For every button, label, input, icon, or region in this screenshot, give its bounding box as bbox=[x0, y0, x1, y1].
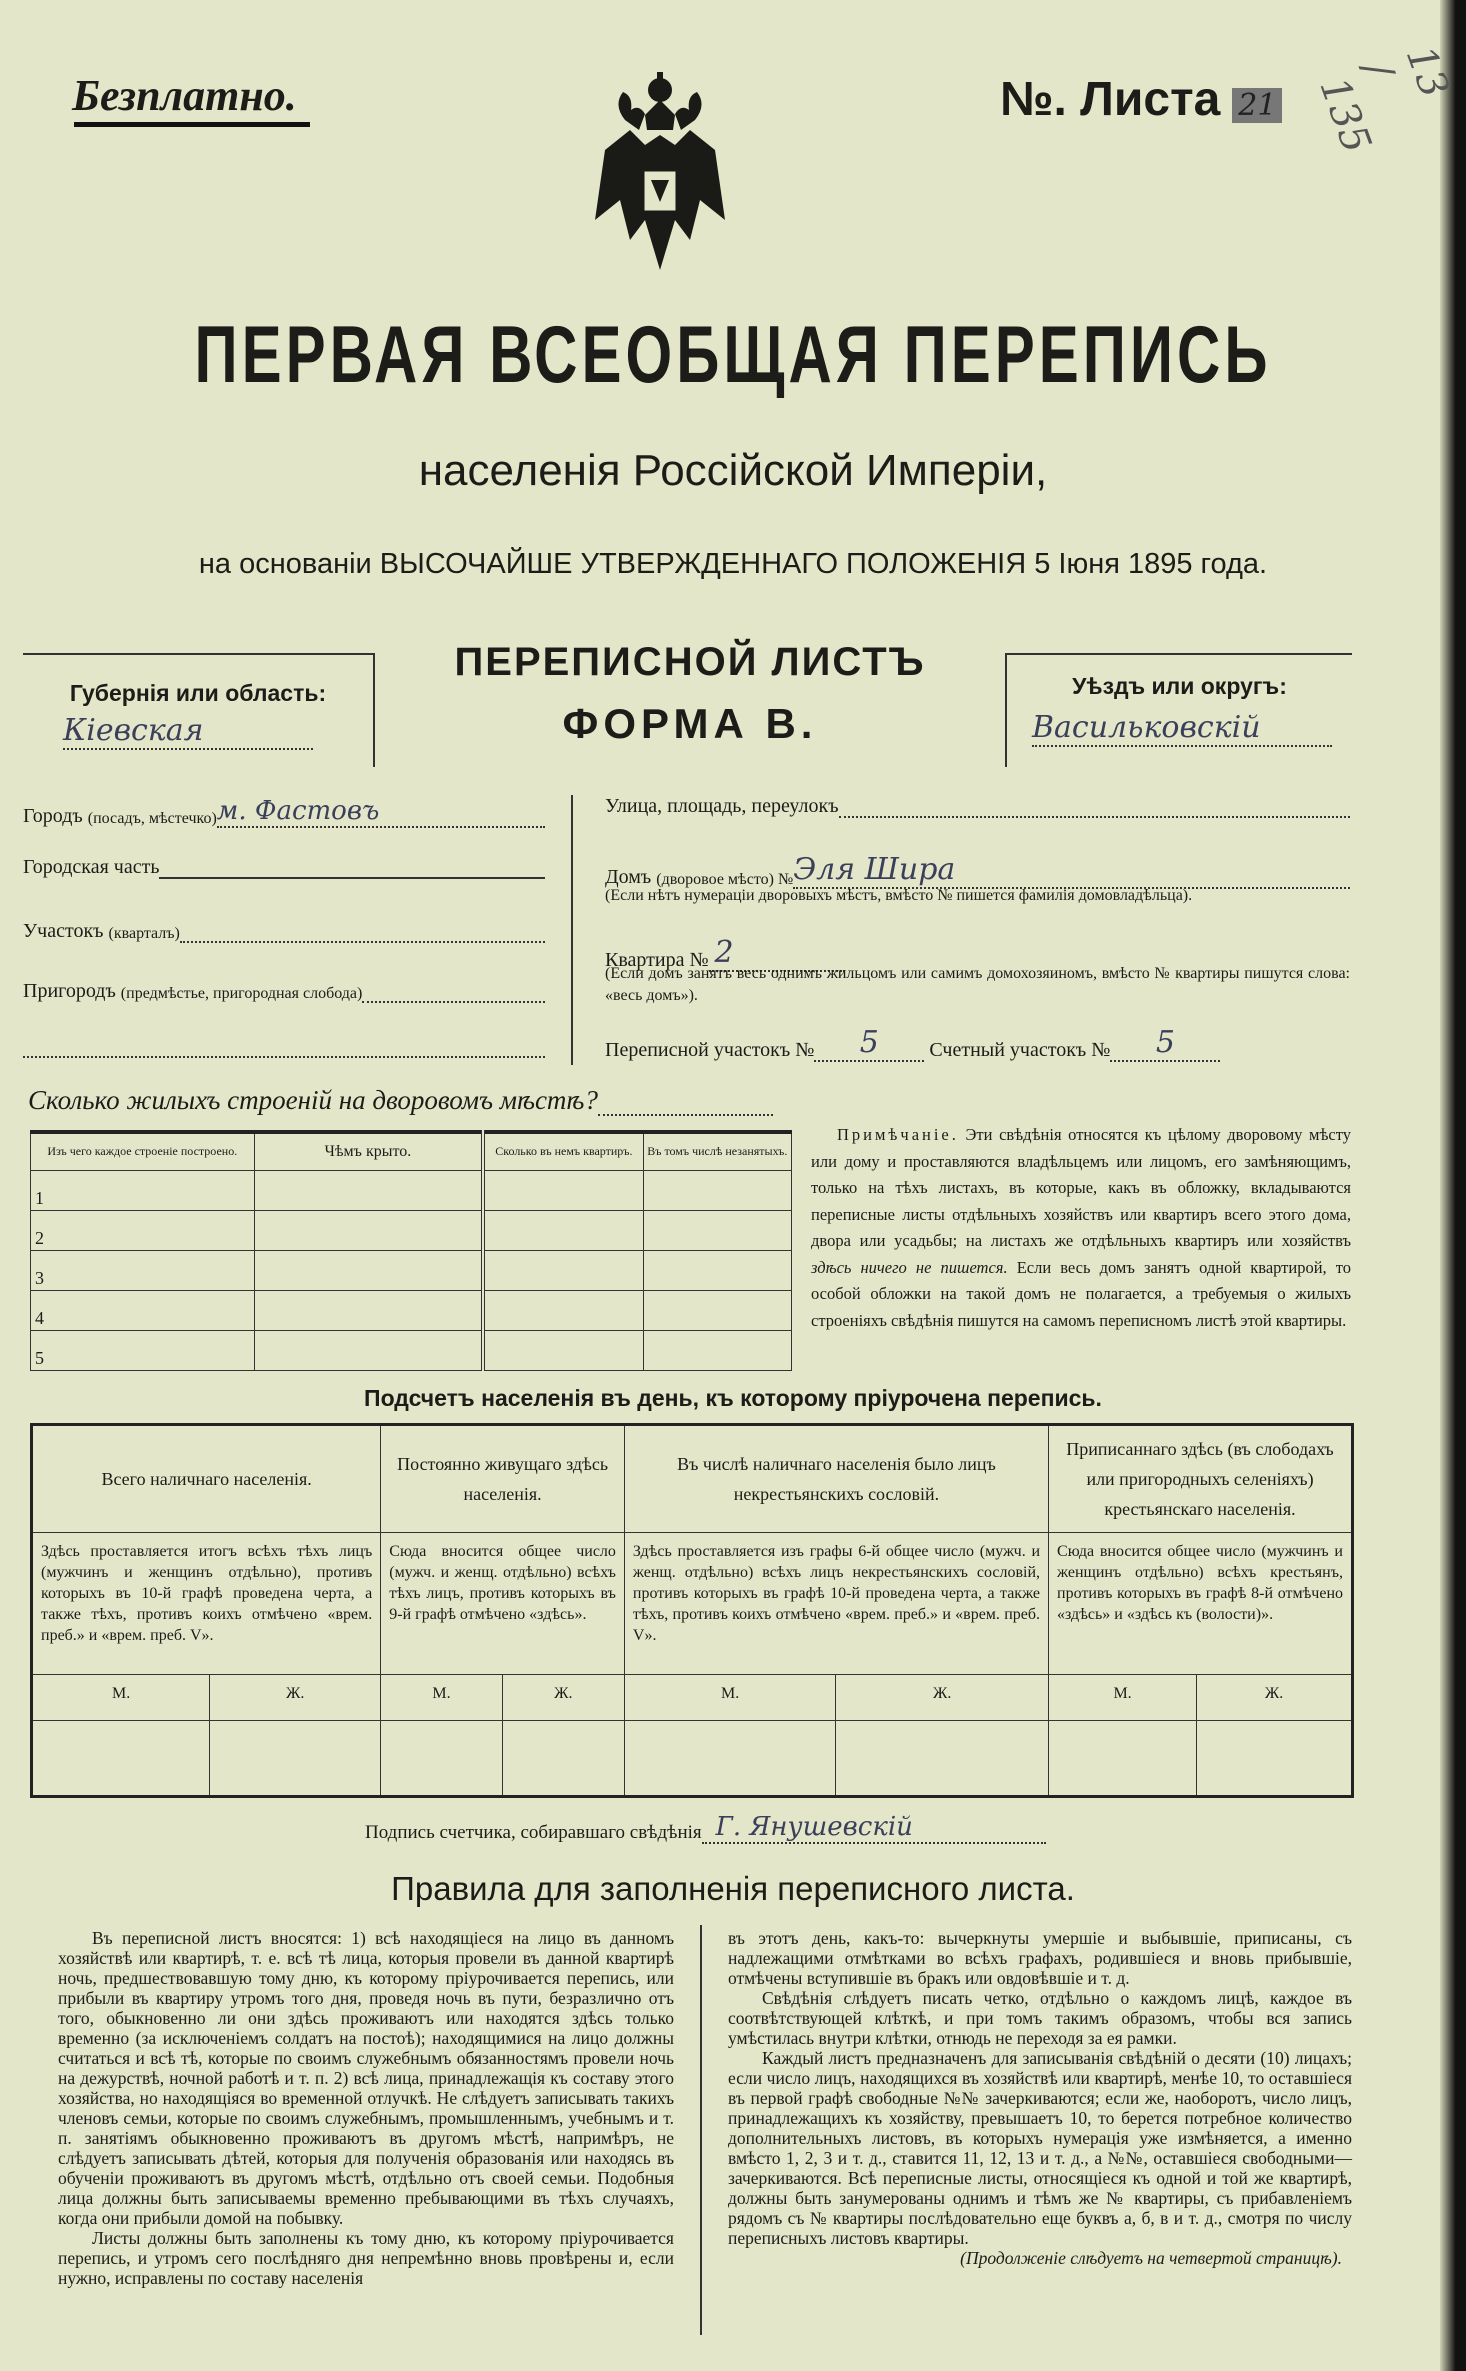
sheet-number-label: №. Листа bbox=[1000, 73, 1221, 126]
buildings-question: Сколько жилыхъ строеній на дворовомъ мѣстѣ? bbox=[28, 1085, 598, 1115]
district-label: Участокъ bbox=[23, 920, 104, 942]
rules-right-column bbox=[728, 1928, 1352, 2268]
female-count-cell[interactable] bbox=[210, 1721, 381, 1797]
female-count-cell[interactable] bbox=[502, 1721, 624, 1797]
apartments-cell[interactable] bbox=[483, 1290, 643, 1330]
buildings-table bbox=[30, 1130, 792, 1371]
female-count-cell[interactable] bbox=[836, 1721, 1049, 1797]
house-field bbox=[605, 852, 1350, 889]
census-area-field bbox=[605, 1025, 1220, 1062]
note-title: Примѣчаніе. bbox=[837, 1125, 959, 1144]
population-col-description: Здѣсь проставляется итогъ всѣхъ тѣхъ лицъ (мужчинъ и женщинъ отдѣльно), противъ которыхъ въ 10-й графѣ проведена черта, а также тѣхъ, противъ коихъ отмѣчено «врем. преб.» и «врем. преб. V». bbox=[32, 1533, 381, 1675]
city-label: Городъ bbox=[23, 805, 83, 827]
apartments-cell[interactable] bbox=[483, 1210, 643, 1250]
female-count-cell[interactable] bbox=[1197, 1721, 1353, 1797]
buildings-row bbox=[31, 1290, 792, 1330]
population-col-heading: Въ числѣ наличнаго населенія было лицъ некрестьянскихъ сословій. bbox=[624, 1425, 1048, 1533]
note-italic: здѣсь ничего не пишется. bbox=[811, 1257, 1008, 1277]
signature-value: Г. Янушевскій bbox=[702, 1812, 1046, 1844]
sheet-title: ПЕРЕПИСНОЙ ЛИСТЪ bbox=[454, 640, 926, 684]
census-area-value: 5 bbox=[814, 1025, 924, 1062]
free-label: Безплатно. bbox=[72, 71, 297, 120]
vacant-cell[interactable] bbox=[643, 1210, 791, 1250]
apartment-value: 2 bbox=[709, 935, 845, 972]
gubernia-value: Кіевская bbox=[63, 713, 313, 750]
suburb-extra-line[interactable] bbox=[23, 1056, 545, 1058]
male-count-cell[interactable] bbox=[381, 1721, 503, 1797]
count-area-label: Счетный участокъ № bbox=[929, 1039, 1111, 1061]
male-count-cell[interactable] bbox=[624, 1721, 836, 1797]
city-value: м. Фастовъ bbox=[217, 796, 545, 828]
city-part-field bbox=[23, 856, 545, 879]
margin-note: 13 / 135 bbox=[1310, 40, 1458, 159]
census-area-label: Переписной участокъ № bbox=[605, 1039, 815, 1061]
suburb-field bbox=[23, 980, 545, 1003]
buildings-note bbox=[811, 1122, 1351, 1334]
vacant-cell[interactable] bbox=[643, 1330, 791, 1370]
gubernia-label: Губернія или область: bbox=[69, 680, 327, 706]
col-apartments: Сколько въ немъ квартиръ. bbox=[483, 1132, 643, 1170]
street-line[interactable] bbox=[839, 796, 1350, 818]
row-number: 2 bbox=[31, 1210, 255, 1250]
population-col-heading: Всего наличнаго населенія. bbox=[32, 1425, 381, 1533]
sheet-number bbox=[1000, 72, 1282, 127]
district-field bbox=[23, 920, 545, 943]
gubernia-box bbox=[23, 653, 375, 767]
population-table bbox=[30, 1423, 1354, 1798]
col-vacant: Въ томъ числѣ незанятыхъ. bbox=[643, 1132, 791, 1170]
suburb-line[interactable] bbox=[362, 981, 545, 1003]
buildings-row bbox=[31, 1170, 792, 1210]
page-title: ПЕРВАЯ ВСЕОБЩАЯ ПЕРЕПИСЬ bbox=[194, 309, 1272, 400]
female-header: Ж. bbox=[1197, 1675, 1353, 1721]
house-label: Домъ bbox=[605, 866, 652, 888]
rules-divider bbox=[700, 1925, 702, 2335]
street-label: Улица, площадь, переулокъ bbox=[605, 795, 839, 817]
buildings-row bbox=[31, 1250, 792, 1290]
sheet-number-value: 21 bbox=[1232, 88, 1282, 123]
house-note: (Если нѣтъ нумераціи дворовыхъ мѣстъ, вмѣсто № пишется фамилія домовладѣльца). bbox=[605, 887, 1193, 904]
double-headed-eagle-icon bbox=[585, 70, 735, 290]
male-header: М. bbox=[1049, 1675, 1197, 1721]
count-area-value: 5 bbox=[1110, 1025, 1220, 1062]
female-header: Ж. bbox=[502, 1675, 624, 1721]
buildings-answer-line[interactable] bbox=[598, 1094, 773, 1116]
suburb-hint: (предмѣстье, пригородная слобода) bbox=[120, 985, 363, 1002]
house-hint: (дворовое мѣсто) № bbox=[656, 871, 794, 888]
population-col-description: Сюда вносится общее число (мужчинъ и женщинъ отдѣльно) всѣхъ крестьянъ, противъ которыхъ въ графѣ 8-й отмѣчено «здѣсь» и «здѣсь къ (волости)». bbox=[1049, 1533, 1353, 1675]
uezd-box bbox=[1005, 653, 1352, 767]
apartment-label: Квартира № bbox=[605, 949, 709, 971]
signature-label: Подпись счетчика, собиравшаго свѣдѣнія bbox=[365, 1822, 702, 1843]
male-header: М. bbox=[381, 1675, 503, 1721]
roof-cell[interactable] bbox=[254, 1250, 483, 1290]
city-field bbox=[23, 796, 545, 828]
roof-cell[interactable] bbox=[254, 1170, 483, 1210]
house-value: Эля Шира bbox=[793, 852, 1350, 889]
signature-field bbox=[365, 1812, 1046, 1844]
vacant-cell[interactable] bbox=[643, 1170, 791, 1210]
col-roof: Чѣмъ крыто. bbox=[254, 1132, 483, 1170]
city-hint: (посадъ, мѣстечко) bbox=[87, 810, 217, 827]
buildings-row bbox=[31, 1210, 792, 1250]
street-field bbox=[605, 795, 1350, 818]
apartments-cell[interactable] bbox=[483, 1170, 643, 1210]
district-line[interactable] bbox=[180, 921, 545, 943]
male-header: М. bbox=[32, 1675, 210, 1721]
note-text2: Если весь домъ занятъ одной квартирой, то особой обложки на такой домъ не полагается, а требуемыя о жилыхъ строеніяхъ свѣдѣнія пишутся на самомъ переписномъ листѣ этой квартиры. bbox=[811, 1257, 1352, 1330]
col-material: Изъ чего каждое строеніе построено. bbox=[31, 1132, 255, 1170]
vacant-cell[interactable] bbox=[643, 1290, 791, 1330]
uezd-label: Уѣздъ или округъ: bbox=[1072, 673, 1287, 699]
female-header: Ж. bbox=[210, 1675, 381, 1721]
form-name: ФОРМА В. bbox=[562, 700, 818, 747]
female-header: Ж. bbox=[836, 1675, 1049, 1721]
buildings-row bbox=[31, 1330, 792, 1370]
rules-continued: (Продолженіе слѣдуетъ на четвертой страницѣ). bbox=[960, 2248, 1342, 2268]
row-number: 5 bbox=[31, 1330, 255, 1370]
row-number: 1 bbox=[31, 1170, 255, 1210]
population-col-heading: Приписаннаго здѣсь (въ слободахъ или пригородныхъ селеніяхъ) крестьянскаго населенія. bbox=[1049, 1425, 1353, 1533]
city-part-line[interactable] bbox=[159, 857, 545, 879]
population-title: Подсчетъ населенія въ день, къ которому пріурочена перепись. bbox=[364, 1385, 1102, 1411]
row-number: 3 bbox=[31, 1250, 255, 1290]
vacant-cell[interactable] bbox=[643, 1250, 791, 1290]
population-col-heading: Постоянно живущаго здѣсь населенія. bbox=[381, 1425, 625, 1533]
rules-paragraph: Листы должны быть заполнены къ тому дню, къ которому пріурочивается перепись, и утромъ сего послѣдняго дня непремѣнно вновь провѣрены и, если нужно, исправлены по составу населенія bbox=[58, 2228, 674, 2288]
apartments-cell[interactable] bbox=[483, 1330, 643, 1370]
male-header: М. bbox=[624, 1675, 836, 1721]
district-hint: (кварталъ) bbox=[108, 925, 180, 942]
title-basis: на основаніи ВЫСОЧАЙШЕ УТВЕРЖДЕННАГО ПОЛОЖЕНІЯ 5 Іюня 1895 года. bbox=[198, 548, 1268, 580]
suburb-label: Пригородъ bbox=[23, 980, 116, 1002]
free-underline bbox=[74, 122, 310, 127]
male-count-cell[interactable] bbox=[1049, 1721, 1197, 1797]
rules-left-column bbox=[58, 1928, 674, 2288]
rules-paragraph: Свѣдѣнія слѣдуетъ писать четко, отдѣльно о каждомъ лицѣ, каждое въ соотвѣтствующей клѣткѣ, и при томъ такимъ образомъ, чтобы вся запись умѣстилась внутри клѣтки, отнюдь не переходя за ея рамки. bbox=[728, 1988, 1352, 2048]
rules-paragraph: Въ переписной листъ вносятся: 1) всѣ находящіеся на лицо въ данномъ хозяйствѣ или квартирѣ, т. е. всѣ тѣ лица, которыя провели въ данной квартирѣ ночь, предшествовавшую тому дню, къ которому пріурочивается перепись, или прибыли въ квартиру утромъ того дня, проведя ночь въ пути, безразлично отъ того, обыкновенно ли они здѣсь проживаютъ или находятся здѣсь только временно (за исключеніемъ солдатъ на постоѣ); находящимися на лицо должны считаться и всѣ тѣ, которые по своимъ служебнымъ обязанностямъ провели ночь на дежурствѣ, ночной работѣ и т. п. 2) всѣ лица, принадлежащія къ составу этого хозяйства, но находящіяся во временной отлучкѣ. Не слѣдуетъ записывать такихъ членовъ семьи, которые по своимъ служебнымъ, промышленнымъ, учебнымъ и т. п. занятіямъ обыкновенно проживаютъ въ другомъ мѣстѣ, напримѣръ, не слѣдуетъ записывать дѣтей, которыя для полученія образованія или находясь въ обученіи проживаютъ въ другомъ мѣстѣ, отдѣльно отъ своей семьи. Подобныя лица должны быть записываемы временно пребывающими въ тѣхъ случаяхъ, когда они прибыли домой на побывку. bbox=[58, 1928, 674, 2228]
roof-cell[interactable] bbox=[254, 1210, 483, 1250]
buildings-question-field bbox=[28, 1085, 773, 1116]
apartment-note: (Если домъ занятъ весь однимъ жильцомъ или самимъ домохозяиномъ, вмѣсто № квартиры пишутся слова: «весь домъ»). bbox=[605, 965, 1350, 1004]
row-number: 4 bbox=[31, 1290, 255, 1330]
roof-cell[interactable] bbox=[254, 1330, 483, 1370]
population-col-description: Здѣсь проставляется изъ графы 6-й общее число (мужч. и женщ. отдѣльно) всѣхъ лицъ некрестьянскихъ сословій, противъ которыхъ въ графѣ 10-й проведена черта, а также тѣхъ, противъ коихъ отмѣчено «врем. преб.» и «врем. преб. V». bbox=[624, 1533, 1048, 1675]
page-subtitle: населенія Россійской Имперіи, bbox=[418, 446, 1048, 495]
city-part-label: Городская часть bbox=[23, 856, 160, 878]
note-text: Эти свѣдѣнія относятся къ цѣлому дворовому мѣсту или дому и проставляются владѣльцемъ или лицомъ, его замѣняющимъ, только на тѣхъ листахъ, въ которые, какъ въ обложку, вкладываются переписные листы отдѣльныхъ хозяйствъ или квартиръ всего этого дома, двора или усадьбы; на листахъ же отдѣльныхъ квартиръ или хозяйствъ bbox=[811, 1125, 1351, 1250]
address-divider bbox=[571, 795, 573, 1065]
uezd-value: Васильковскій bbox=[1032, 710, 1332, 747]
apartments-cell[interactable] bbox=[483, 1250, 643, 1290]
roof-cell[interactable] bbox=[254, 1290, 483, 1330]
rules-paragraph: въ этотъ день, какъ-то: вычеркнуты умершіе и выбывшіе, приписаны, съ надлежащими отмѣтками во всѣхъ графахъ, родившіеся и вновь прибывшіе, отмѣчены вступившіе въ бракъ или овдовѣвшіе и т. д. bbox=[728, 1928, 1352, 1988]
rules-title: Правила для заполненія переписного листа. bbox=[391, 1870, 1075, 1907]
population-col-description: Сюда вносится общее число (мужч. и женщ. отдѣльно) всѣхъ тѣхъ лицъ, противъ которыхъ въ 9-й графѣ отмѣчено «здѣсь». bbox=[381, 1533, 625, 1675]
rules-paragraph: Каждый листъ предназначенъ для записыванія свѣдѣній о десяти (10) лицахъ; если число лицъ, находящихся въ хозяйствѣ или квартирѣ, менѣе 10, то оставшіеся въ первой графѣ свободные №№ зачеркиваются; если же, наоборотъ, число лицъ, принадлежащихъ къ хозяйству, превышаетъ 10, то берется потребное количество дополнительныхъ листовъ, въ которыхъ нумерація уже измѣняется, а именно вмѣсто 1, 2, 3 и т. д., ставится 11, 12, 13 и т. д., а №№, оставшіеся свободными—зачеркиваются. Всѣ переписные листы, относящіеся къ одной и той же квартирѣ, должны быть занумерованы однимъ и тѣмъ же № квартиры, съ прибавленіемъ рядомъ съ № квартиры послѣдовательно еще буквъ а, б, в и т. д., смотря по числу переписныхъ листовъ квартиры. bbox=[728, 2048, 1352, 2248]
male-count-cell[interactable] bbox=[32, 1721, 210, 1797]
